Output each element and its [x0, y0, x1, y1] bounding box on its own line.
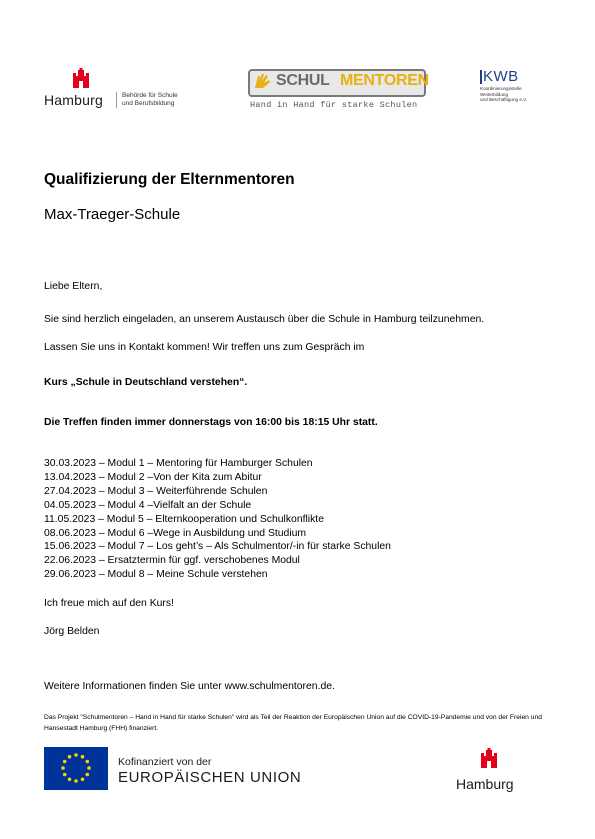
greeting: Liebe Eltern, [44, 281, 103, 292]
eu-flag-icon [44, 747, 108, 790]
schedule-row: 04.05.2023 – Modul 4 –Vielfalt an der Schule [44, 499, 252, 511]
hamburg-wordmark: Hamburg [44, 92, 103, 108]
funding-note: Das Projekt "Schulmentoren – Hand in Hand für starke Schulen" wird als Teil der Reaktion der Europäischen Union auf die COVID-19-Pandemie und von der Freien und Hansestadt Hamburg (FHH) finanziert. [44, 714, 542, 732]
logo-divider [116, 92, 117, 108]
module-schedule [44, 457, 391, 582]
authority-name: Behörde für Schule und Berufsbildung [122, 92, 178, 107]
kwb-subtitle: Koordinierungsstelle Weiterbildung und Beschäftigung e.V. [480, 86, 528, 102]
course-name: Kurs „Schule in Deutschland verstehen“. [44, 377, 248, 388]
meeting-times: Die Treffen finden immer donnerstags von 16:00 bis 18:15 Uhr statt. [44, 417, 378, 428]
schulmentoren-word-schul: SCHUL [276, 72, 330, 89]
hamburg-wordmark: Hamburg [456, 776, 514, 792]
school-name: Max-Traeger-Schule [44, 206, 181, 223]
schedule-row: 22.06.2023 – Ersatztermin für ggf. verschobenes Modul [44, 555, 300, 567]
hamburg-logo-footer [454, 748, 524, 796]
schedule-row: 15.06.2023 – Modul 7 – Los geht’s – Als Schulmentor/-in für starke Schulen [44, 541, 391, 553]
hamburg-authority-logo [44, 68, 204, 112]
invitation-text: Sie sind herzlich eingeladen, an unserem Austausch über die Schule in Hamburg teilzunehmen. [44, 314, 485, 325]
schedule-row: 13.04.2023 – Modul 2 –Von der Kita zum Abitur [44, 471, 262, 483]
hamburg-castle-icon [480, 748, 498, 768]
kwb-bar [480, 70, 482, 84]
hands-icon [252, 71, 272, 91]
schedule-row: 30.03.2023 – Modul 1 – Mentoring für Hamburger Schulen [44, 458, 313, 469]
eu-cofinanced-label: Kofinanziert von der [118, 756, 212, 768]
kwb-wordmark: KWB [483, 68, 519, 85]
schedule-row: 27.04.2023 – Modul 3 – Weiterführende Schulen [44, 485, 268, 497]
schedule-row: 08.06.2023 – Modul 6 –Wege in Ausbildung und Studium [44, 527, 307, 539]
schulmentoren-tagline: Hand in Hand für starke Schulen [250, 100, 418, 110]
schulmentoren-word-mentoren: MENTOREN [340, 72, 429, 89]
eu-name: EUROPÄISCHEN UNION [118, 769, 302, 786]
closing-line: Ich freue mich auf den Kurs! [44, 598, 174, 609]
contact-text: Lassen Sie uns in Kontakt kommen! Wir treffen uns zum Gespräch im [44, 342, 365, 353]
schedule-row: 11.05.2023 – Modul 5 – Elternkooperation und Schulkonflikte [44, 513, 324, 525]
eu-stars [44, 747, 108, 790]
kwb-logo [480, 70, 550, 114]
hamburg-castle-icon [72, 68, 90, 88]
schedule-row: 29.06.2023 – Modul 8 – Meine Schule verstehen [44, 569, 268, 581]
document-title: Qualifizierung der Elternmentoren [44, 171, 295, 188]
more-info: Weitere Informationen finden Sie unter www.schulmentoren.de. [44, 681, 335, 692]
signature: Jörg Belden [44, 626, 100, 637]
schulmentoren-logo [248, 69, 428, 113]
